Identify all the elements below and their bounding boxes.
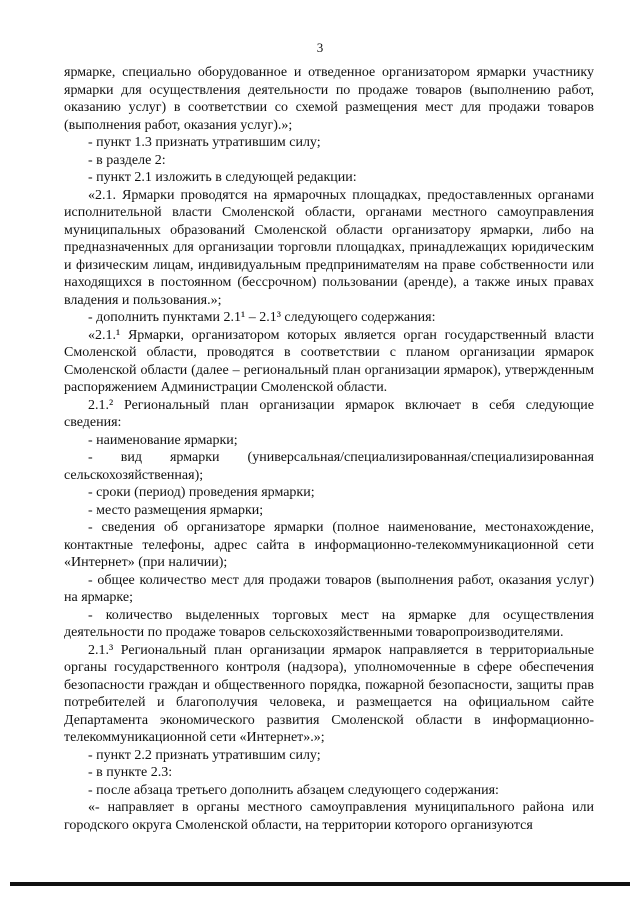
bottom-rule: [10, 882, 630, 886]
paragraph: - место размещения ярмарки;: [88, 502, 264, 518]
paragraph: - общее количество мест для продажи товаров (выполнения работ, оказания услуг) на ярмарке;: [64, 572, 594, 605]
paragraph: «2.1.¹ Ярмарки, организатором которых является орган государственный власти Смоленской области, проводятся в соответствии с планом организации ярмарок Смоленской области (далее – региональный план организации ярмарок), утвержденным распоряжением Администрации Смоленской области.: [64, 327, 594, 395]
paragraph: - пункт 2.1 изложить в следующей редакции:: [88, 170, 357, 185]
paragraph: - в разделе 2:: [88, 152, 166, 168]
paragraph: - в пункте 2.3:: [88, 765, 173, 780]
paragraph: «- направляет в органы местного самоуправления муниципального района или городского округа Смоленской области, на территории которого организуются: [64, 800, 594, 833]
paragraph: «2.1. Ярмарки проводятся на ярмарочных площадках, предоставленных органами исполнительной власти Смоленской области, органами местного самоуправления муниципальных образований Смоленской области организатору ярмарки, либо на предназначенных для организации торговли площадках, принадлежащих юридическим и физическим лицам, индивидуальным предпринимателям на праве собственности или находящихся в постоянном (бессрочном) пользовании (аренде), а также иных правах владения и пользования.»;: [64, 187, 594, 308]
document-body: [64, 64, 594, 834]
paragraph: 2.1.² Региональный план организации ярмарок включает в себя следующие сведения:: [64, 397, 594, 430]
paragraph: 2.1.³ Региональный план организации ярмарок направляется в территориальные органы государственного контроля (надзора), уполномоченные в сфере обеспечения безопасности граждан и общественного порядка, пожарной безопасности, защиты прав потребителей и благополучия человека, и размещается на официальном сайте Департамента экономического развития Смоленской области в информационно-телекоммуникационной сети «Интернет».»;: [64, 642, 594, 745]
paragraph: - после абзаца третьего дополнить абзацем следующего содержания:: [88, 782, 499, 798]
paragraph: - сведения об организаторе ярмарки (полное наименование, местонахождение, контактные телефоны, адрес сайта в информационно-телекоммуникационной сети «Интернет» (при наличии);: [64, 520, 594, 570]
paragraph: - дополнить пунктами 2.1¹ – 2.1³ следующего содержания:: [88, 310, 436, 325]
paragraph: - пункт 1.3 признать утратившим силу;: [88, 135, 321, 150]
paragraph: ярмарке, специально оборудованное и отведенное организатором ярмарки участнику ярмарки для осуществления деятельности по продаже товаров (выполнению работ, оказанию услуг) в соответствии со схемой размещения мест для продажи товаров (выполнения работ, оказания услуг).»;: [64, 65, 594, 133]
paragraph: - сроки (период) проведения ярмарки;: [88, 485, 315, 500]
page-number: 3: [316, 40, 324, 55]
paragraph: - наименование ярмарки;: [88, 432, 238, 448]
paragraph: - вид ярмарки (универсальная/специализированная/специализированная сельскохозяйственная);: [64, 450, 594, 483]
paragraph: - количество выделенных торговых мест на ярмарке для осуществления деятельности по продаже товаров сельскохозяйственными товаропроизводителями.: [64, 607, 594, 640]
paragraph: - пункт 2.2 признать утратившим силу;: [88, 747, 321, 763]
